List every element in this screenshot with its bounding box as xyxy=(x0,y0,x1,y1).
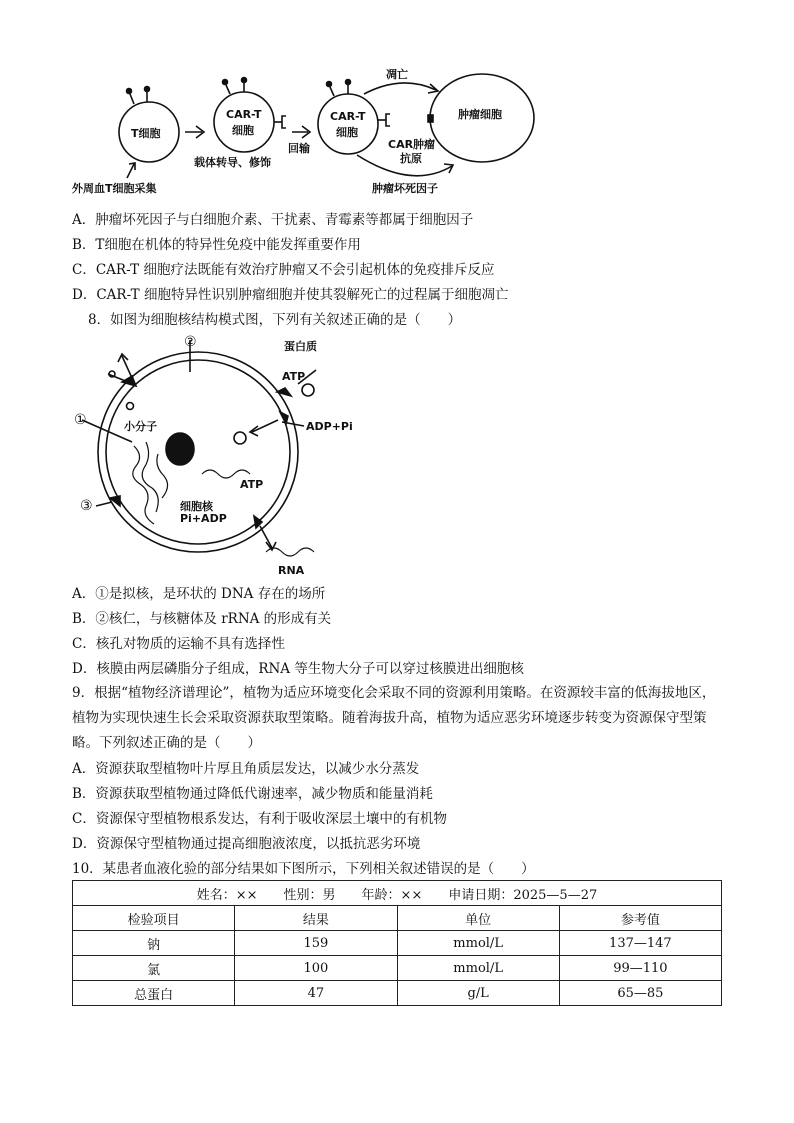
car-t-2b-label: 细胞 xyxy=(336,126,358,139)
table-cell: 100 xyxy=(235,956,397,981)
table-column-row xyxy=(73,906,722,931)
nucleus-label: 细胞核 xyxy=(180,500,213,513)
q8-stem: 8．如图为细胞核结构模式图，下列有关叙述正确的是（ ） xyxy=(88,312,462,328)
nucleus-figure xyxy=(72,334,372,580)
table-cell: 氯 xyxy=(73,956,235,981)
q9-option-c: C．资源保守型植物根系发达，有利于吸收深层土壤中的有机物 xyxy=(72,811,447,827)
protein-label: 蛋白质 xyxy=(284,340,317,353)
antigen-label-2: 抗原 xyxy=(400,152,422,165)
q8-option-d: D．核膜由两层磷脂分子组成，RNA 等生物大分子可以穿过核膜进出细胞核 xyxy=(72,661,524,677)
t-cell-label: T细胞 xyxy=(131,127,161,140)
column-header: 结果 xyxy=(235,906,397,931)
table-cell: 总蛋白 xyxy=(73,981,235,1006)
marker-1: ① xyxy=(74,412,87,428)
rna-label: RNA xyxy=(278,564,305,577)
q8-option-a: A．①是拟核，是环状的 DNA 存在的场所 xyxy=(72,586,326,602)
antigen-label-1: CAR肿瘤 xyxy=(388,138,436,151)
column-header: 参考值 xyxy=(559,906,721,931)
small-molecule-label: 小分子 xyxy=(124,420,157,433)
atp-top-label: ATP xyxy=(282,370,306,383)
table-cell: 99—110 xyxy=(559,956,721,981)
q8-option-b: B．②核仁，与核糖体及 rRNA 的形成有关 xyxy=(72,611,332,627)
column-header: 单位 xyxy=(397,906,559,931)
q7-option-b: B．T细胞在机体的特异性免疫中能发挥重要作用 xyxy=(72,237,361,253)
table-cell: g/L xyxy=(397,981,559,1006)
atp-bottom-label: ATP xyxy=(240,478,264,491)
pi-adp-label: Pi+ADP xyxy=(180,512,227,525)
table-row xyxy=(73,931,722,956)
car-t-figure xyxy=(72,60,552,200)
nucleus-diagram xyxy=(72,334,372,580)
collect-label: 外周血T细胞采集 xyxy=(72,182,157,195)
car-t-1b-label: 细胞 xyxy=(232,124,254,137)
tnf-label: 肿瘤坏死因子 xyxy=(372,182,438,195)
table-row xyxy=(73,981,722,1006)
car-t-2-label: CAR-T xyxy=(330,110,366,123)
table-cell: mmol/L xyxy=(397,931,559,956)
q9-stem: 9．根据“植物经济谱理论”，植物为适应环境变化会采取不同的资源利用策略。在资源较丰富的低海拔地区，植物为实现快速生长会采取资源获取型策略。随着海拔升高，植物为适应恶劣环境逐步转变为资源保守型策略。下列叙述正确的是（ ） xyxy=(72,685,716,751)
table-cell: 159 xyxy=(235,931,397,956)
q7-option-c: C．CAR-T 细胞疗法既能有效治疗肿瘤又不会引起机体的免疫排斥反应 xyxy=(72,262,495,278)
blood-test-table xyxy=(72,880,722,1006)
q7-option-d: D．CAR-T 细胞特异性识别肿瘤细胞并使其裂解死亡的过程属于细胞凋亡 xyxy=(72,287,509,303)
q10-stem: 10．某患者血液化验的部分结果如下图所示，下列相关叙述错误的是（ ） xyxy=(72,861,535,877)
q7-option-a: A．肿瘤坏死因子与白细胞介素、干扰素、青霉素等都属于细胞因子 xyxy=(72,212,474,228)
q9-option-b: B．资源获取型植物通过降低代谢速率，减少物质和能量消耗 xyxy=(72,786,433,802)
column-header: 检验项目 xyxy=(73,906,235,931)
marker-2: ② xyxy=(184,334,197,350)
table-cell: 47 xyxy=(235,981,397,1006)
q9-option-a: A．资源获取型植物叶片厚且角质层发达，以减少水分蒸发 xyxy=(72,761,420,777)
q8-option-c: C．核孔对物质的运输不具有选择性 xyxy=(72,636,285,652)
apoptosis-label: 凋亡 xyxy=(386,68,408,81)
return-label: 回输 xyxy=(288,142,310,155)
table-row xyxy=(73,956,722,981)
car-t-1-label: CAR-T xyxy=(226,108,262,121)
table-cell: 65—85 xyxy=(559,981,721,1006)
table-header-row xyxy=(73,881,722,906)
table-cell: 钠 xyxy=(73,931,235,956)
transduce-label: 载体转导、修饰 xyxy=(194,156,271,169)
table-cell: 137—147 xyxy=(559,931,721,956)
marker-3: ③ xyxy=(80,498,93,514)
adp-pi-label: ADP+Pi xyxy=(306,420,353,433)
tumor-cell-label: 肿瘤细胞 xyxy=(458,108,502,121)
table-cell: mmol/L xyxy=(397,956,559,981)
patient-info: 姓名：×× 性别：男 年龄：×× 申请日期：2025—5—27 xyxy=(73,881,722,906)
q9-option-d: D．资源保守型植物通过提高细胞液浓度，以抵抗恶劣环境 xyxy=(72,836,421,852)
